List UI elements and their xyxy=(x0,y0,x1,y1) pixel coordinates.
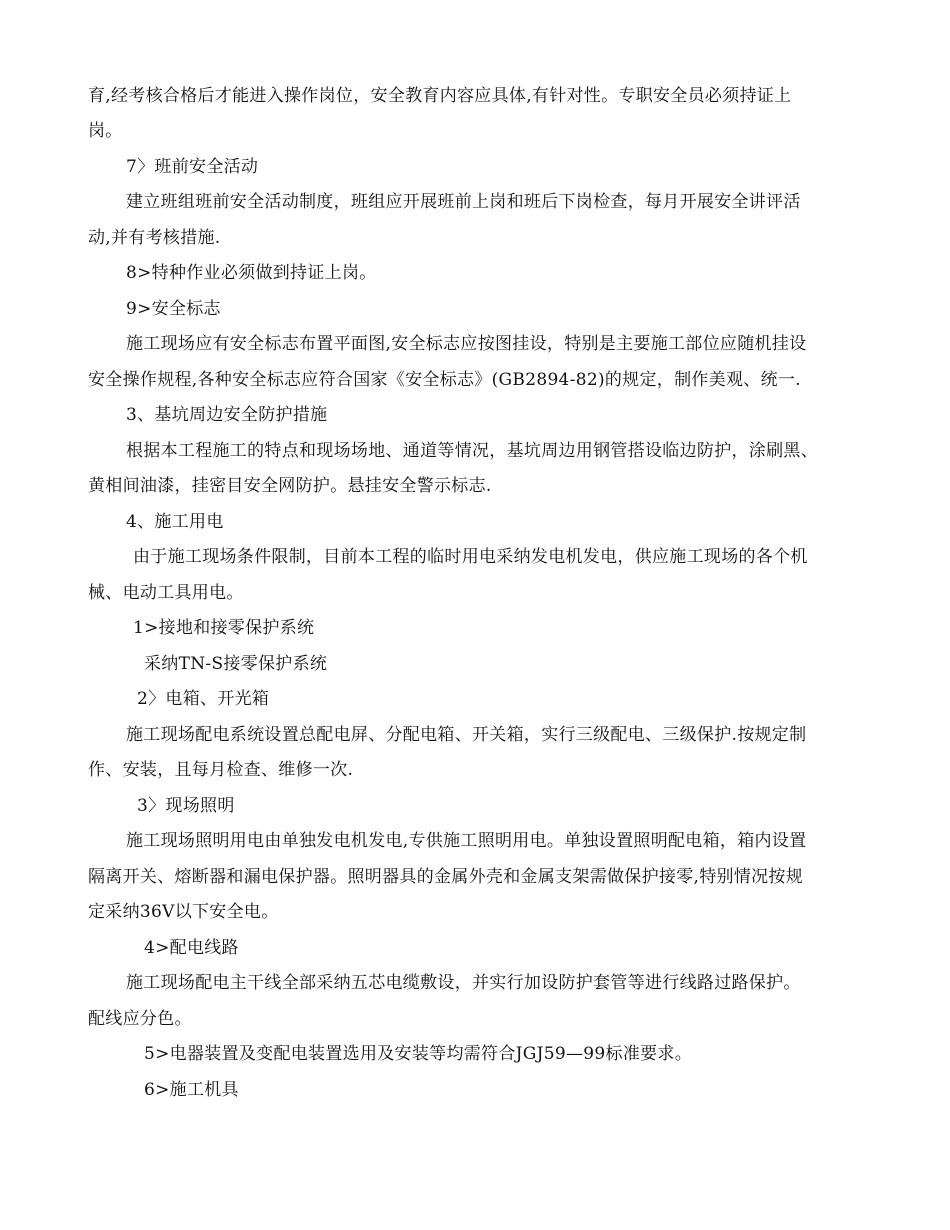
section-heading: 4、施工用电 xyxy=(126,512,224,532)
section-heading: 9>安全标志 xyxy=(126,299,221,319)
section-heading: 8>特种作业必须做到持证上岗。 xyxy=(126,263,377,283)
paragraph-line: 育,经考核合格后才能进入操作岗位，安全教育内容应具体,有针对性。专职安全员必须持证上 xyxy=(88,86,792,106)
section-heading: 3〉现场照明 xyxy=(137,796,235,816)
paragraph-line: 采纳TN-S接零保护系统 xyxy=(144,654,328,674)
paragraph-line: 岗。 xyxy=(88,121,123,141)
section-heading: 3、基坑周边安全防护措施 xyxy=(126,405,328,425)
paragraph-line: 施工现场照明用电由单独发电机发电,专供施工照明用电。单独设置照明配电箱，箱内设置 xyxy=(126,831,807,851)
paragraph-line: 施工现场配电主干线全部采纳五芯电缆敷设，并实行加设防护套管等进行线路过路保护。 xyxy=(126,973,801,993)
paragraph-line: 黄相间油漆，挂密目安全网防护。悬挂安全警示标志. xyxy=(88,476,492,496)
section-heading: 2〉电箱、开光箱 xyxy=(137,689,270,709)
paragraph-line: 动,并有考核措施. xyxy=(88,228,221,248)
paragraph-line: 根据本工程施工的特点和现场场地、通道等情况，基坑周边用钢管搭设临边防护，涂刷黑、 xyxy=(126,441,818,461)
section-heading: 4>配电线路 xyxy=(144,938,239,958)
section-heading: 5>电器装置及变配电装置选用及安装等均需符合JGJ59—99标准要求。 xyxy=(144,1044,693,1064)
paragraph-line: 定采纳36V以下安全电。 xyxy=(88,902,279,922)
section-heading: 7〉班前安全活动 xyxy=(126,157,259,177)
paragraph-line: 施工现场应有安全标志布置平面图,安全标志应按图挂设，特别是主要施工部位应随机挂设 xyxy=(126,334,807,354)
paragraph-line: 建立班组班前安全活动制度，班组应开展班前上岗和班后下岗检查，每月开展安全讲评活 xyxy=(126,192,801,212)
section-heading: 6>施工机具 xyxy=(144,1080,239,1100)
paragraph-line: 施工现场配电系统设置总配电屏、分配电箱、开关箱，实行三级配电、三级保护.按规定制 xyxy=(126,725,807,745)
paragraph-line: 械、电动工具用电。 xyxy=(88,583,244,603)
paragraph-line: 配线应分色。 xyxy=(88,1009,192,1029)
paragraph-line: 由于施工现场条件限制，目前本工程的临时用电采纳发电机发电，供应施工现场的各个机 xyxy=(133,547,808,567)
paragraph-line: 作、安装，且每月检查、维修一次. xyxy=(88,760,354,780)
paragraph-line: 安全操作规程,各种安全标志应符合国家《安全标志》(GB2894-82)的规定，制作美观、统一. xyxy=(88,370,801,390)
section-heading: 1>接地和接零保护系统 xyxy=(133,618,315,638)
paragraph-line: 隔离开关、熔断器和漏电保护器。照明器具的金属外壳和金属支架需做保护接零,特别情况按规 xyxy=(88,867,804,887)
